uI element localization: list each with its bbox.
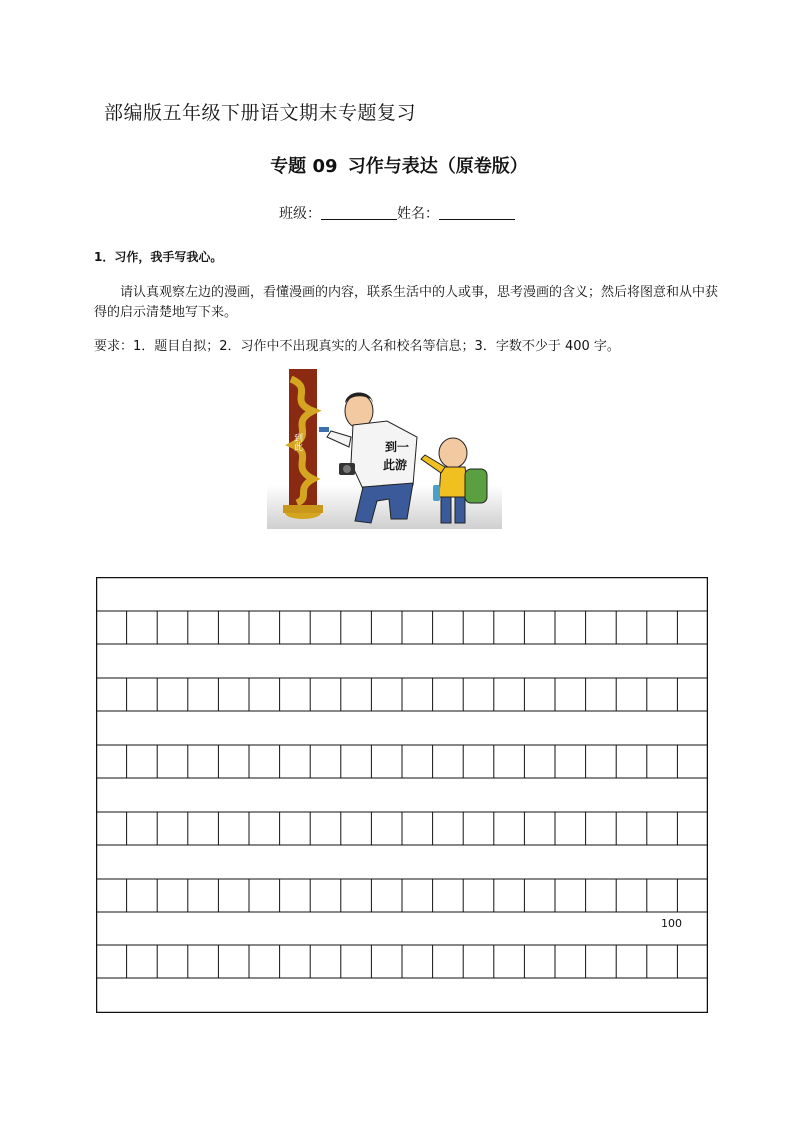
name-label: 姓名： [397, 206, 439, 222]
writing-grid[interactable] [96, 577, 708, 1013]
title-main: 习作与表达（原卷版） [347, 156, 528, 177]
class-blank[interactable] [321, 205, 397, 220]
cartoon-image [267, 367, 502, 529]
man-shirt-text-2: 此游 [383, 458, 408, 472]
question-instruction: 请认真观察左边的漫画，看懂漫画的内容，联系生活中的人或事，思考漫画的含义；然后将图意和从中获得的启示清楚地写下来。 [94, 285, 719, 320]
pillar-graffiti: 到此 [292, 433, 302, 451]
name-blank[interactable] [439, 205, 515, 220]
man-shirt-text-1: 到一 [385, 440, 410, 454]
series-title: 部编版五年级下册语文期末专题复习 [104, 102, 417, 124]
question-requirements: 要求：1．题目自拟；2．习作中不出现真实的人名和校名等信息；3．字数不少于 400 字。 [94, 339, 620, 354]
word-count-marker: 100 [661, 917, 682, 930]
student-info [0, 203, 794, 223]
page-title [0, 152, 794, 178]
question-title: 1．习作，我手写我心。 [94, 250, 223, 264]
title-prefix: 专题 09 [270, 156, 338, 177]
pillar-graphic [283, 369, 323, 519]
class-label: 班级： [279, 206, 321, 222]
